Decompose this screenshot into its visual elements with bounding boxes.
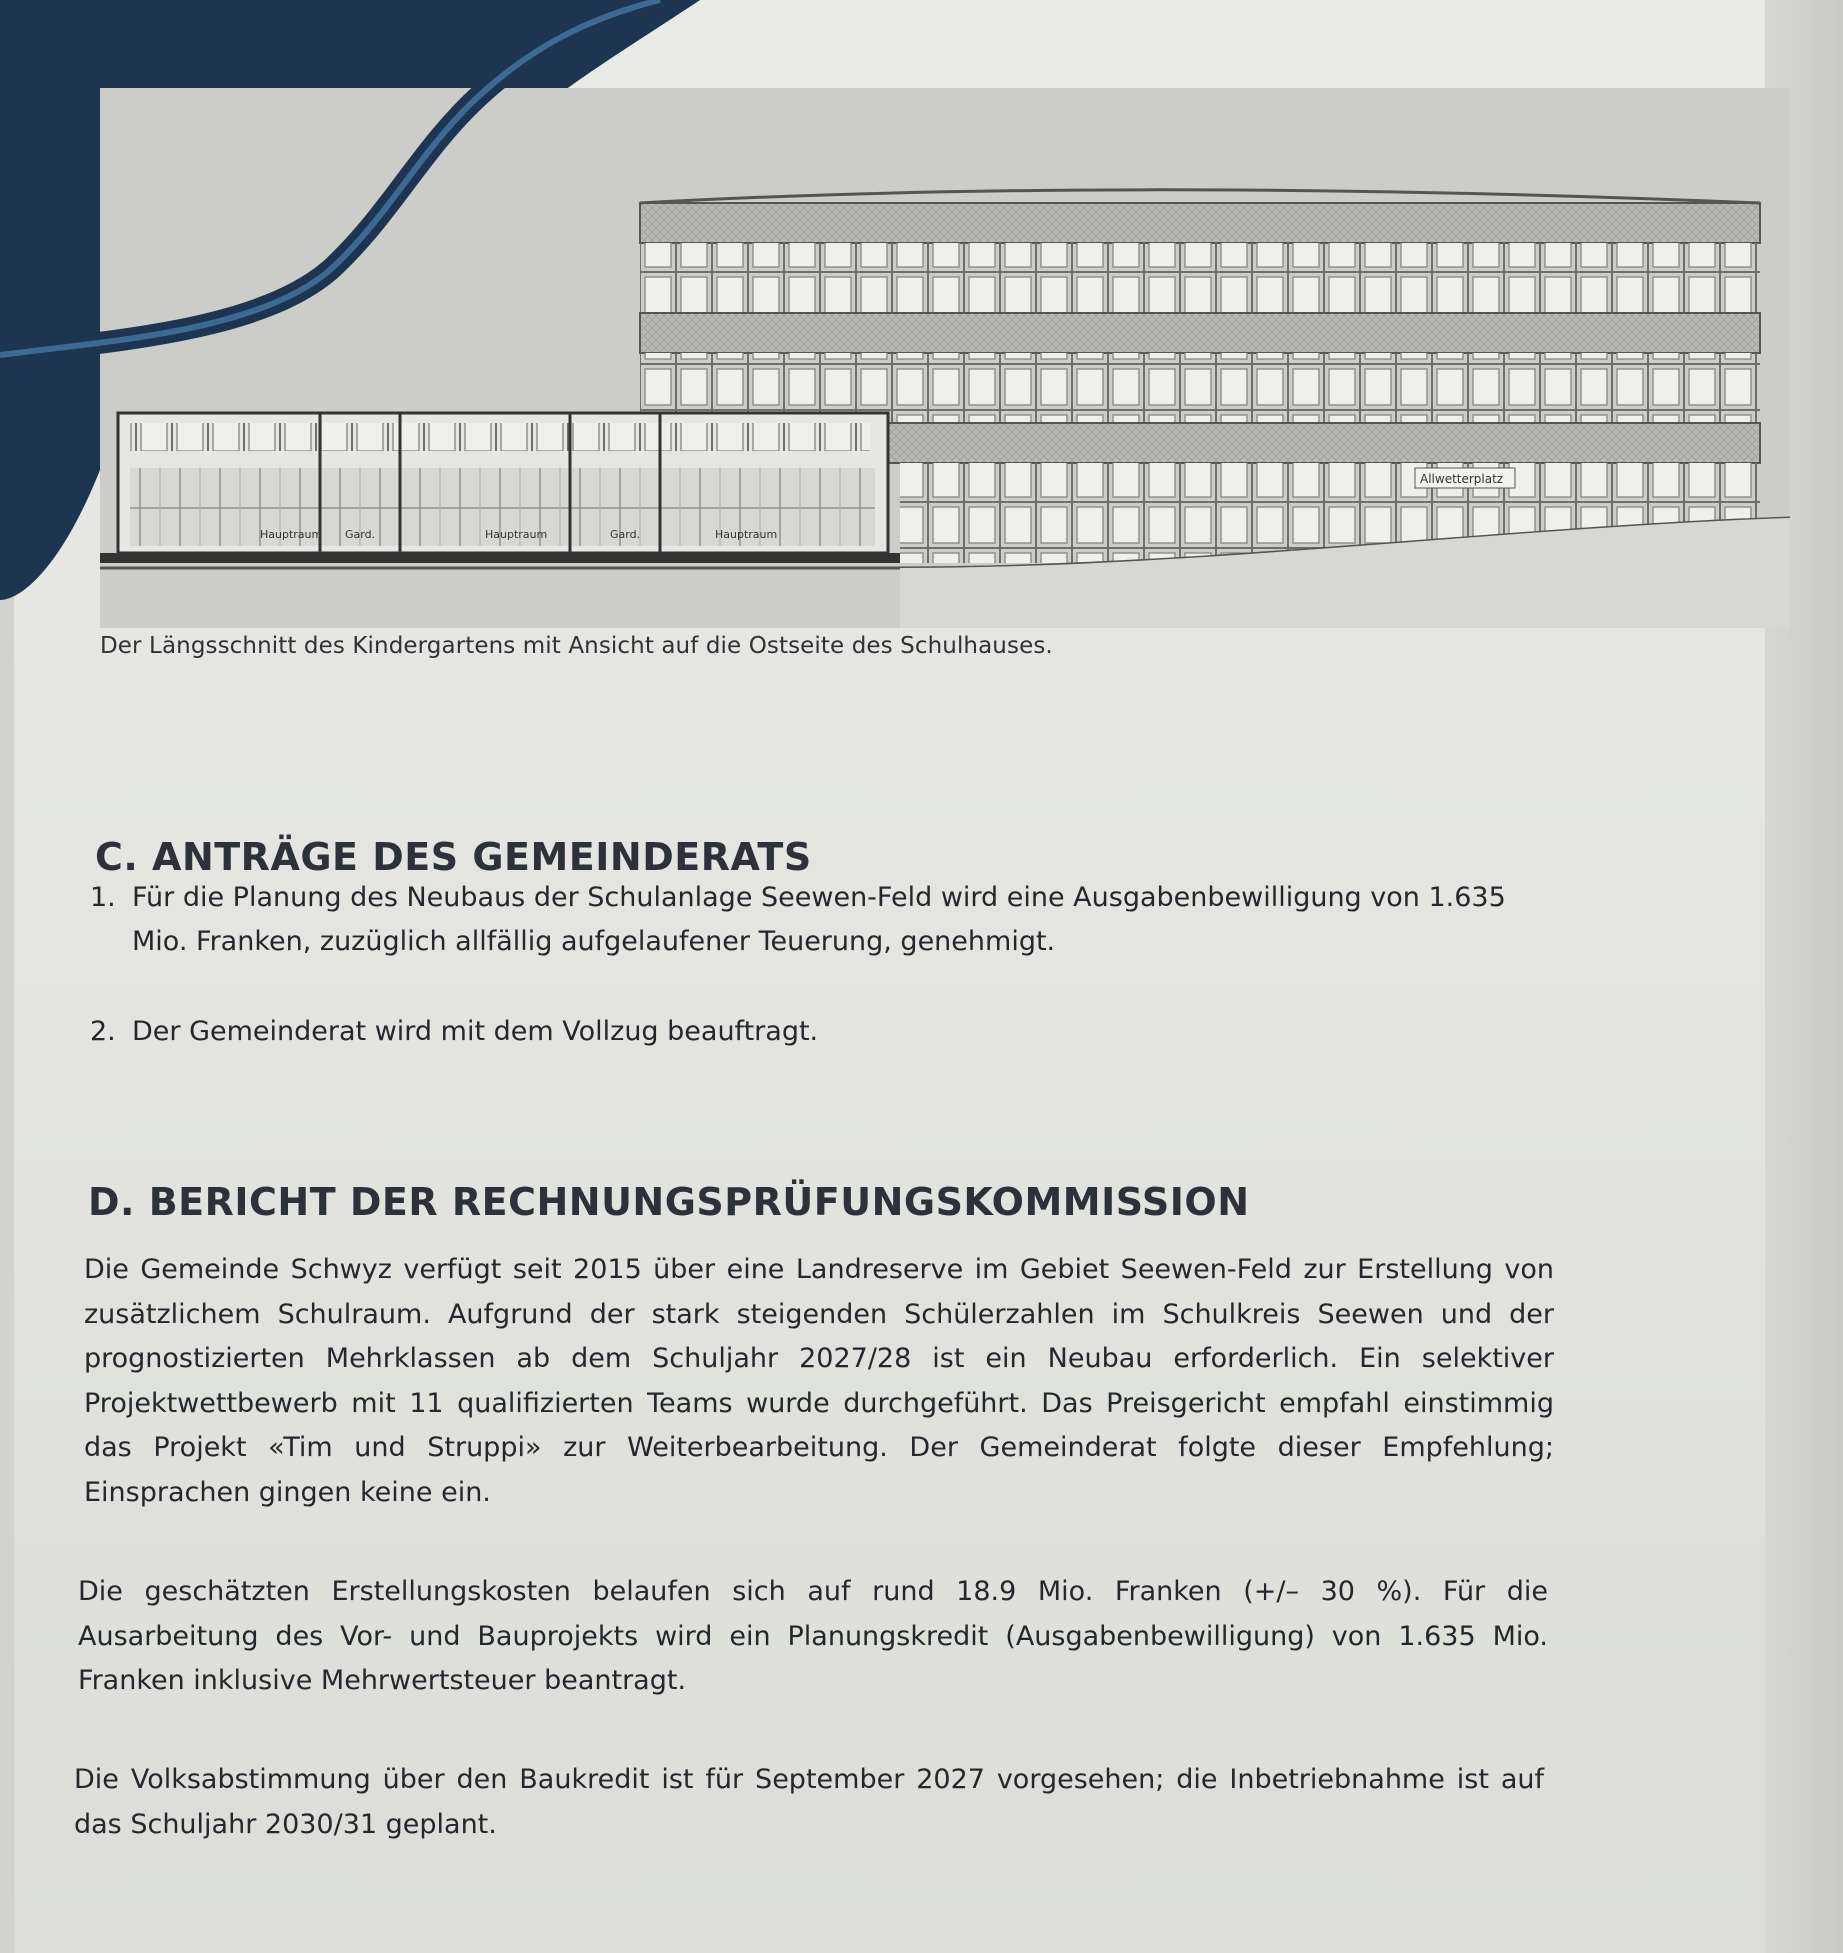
report-paragraph-2: Die geschätzten Erstellungskosten belaufen sich auf rund 18.9 Mio. Franken (+/– 30 %). Für die Ausarbeitung des Vor- und Bauprojekts wird ein Planungskredit (Ausgabenbewilligung) von 1.635 Mio. Franken inklusive Mehrwertsteuer beantragt. [78,1576,1548,1696]
motion-item [90,1010,1550,1054]
label-hauptraum-3: Hauptraum [715,528,778,541]
report-paragraph-3: Die Volksabstimmung über den Baukredit ist für September 2027 vorgesehen; die Inbetriebnahme ist auf das Schuljahr 2030/31 geplant. [74,1764,1544,1840]
label-gard-2: Gard. [610,528,641,541]
label-gard-1: Gard. [345,528,376,541]
figure-caption: Der Längsschnitt des Kindergartens mit Ansicht auf die Ostseite des Schulhauses. [100,633,1053,659]
motion-item [90,876,1550,964]
motions-list [90,876,1550,1054]
motion-number: 1. [90,882,116,913]
label-hauptraum-1: Hauptraum [260,528,323,541]
motion-number: 2. [90,1016,116,1047]
decorative-blue-curve [0,0,700,400]
motion-text: Für die Planung des Neubaus der Schulanlage Seewen-Feld wird eine Ausgabenbewilligung von 1.635 Mio. Franken, zuzüglich allfällig aufgelaufener Teuerung, genehmigt. [132,882,1506,957]
report-paragraph-1: Die Gemeinde Schwyz verfügt seit 2015 über eine Landreserve im Gebiet Seewen-Feld zur Erstellung von zusätzlichem Schulraum. Aufgrund der stark steigenden Schülerzahlen im Schulkreis Seewen und der prognostizierten Mehrklassen ab dem Schuljahr 2027/28 ist ein Neubau erforderlich. Ein selektiver Projektwettbewerb mit 11 qualifizierten Teams wurde durchgeführt. Das Preisgericht empfahl einstimmig das Projekt «Tim und Struppi» zur Weiterbearbeitung. Der Gemeinderat folgte dieser Empfehlung; Einsprachen gingen keine ein. [84,1254,1554,1508]
section-d-heading: D. BERICHT DER RECHNUNGSPRÜFUNGSKOMMISSION [88,1179,1250,1224]
section-c-heading: C. ANTRÄGE DES GEMEINDERATS [95,834,812,879]
label-allwetterplatz: Allwetterplatz [1420,472,1504,486]
motion-text: Der Gemeinderat wird mit dem Vollzug beauftragt. [132,1016,819,1047]
label-hauptraum-2: Hauptraum [485,528,548,541]
